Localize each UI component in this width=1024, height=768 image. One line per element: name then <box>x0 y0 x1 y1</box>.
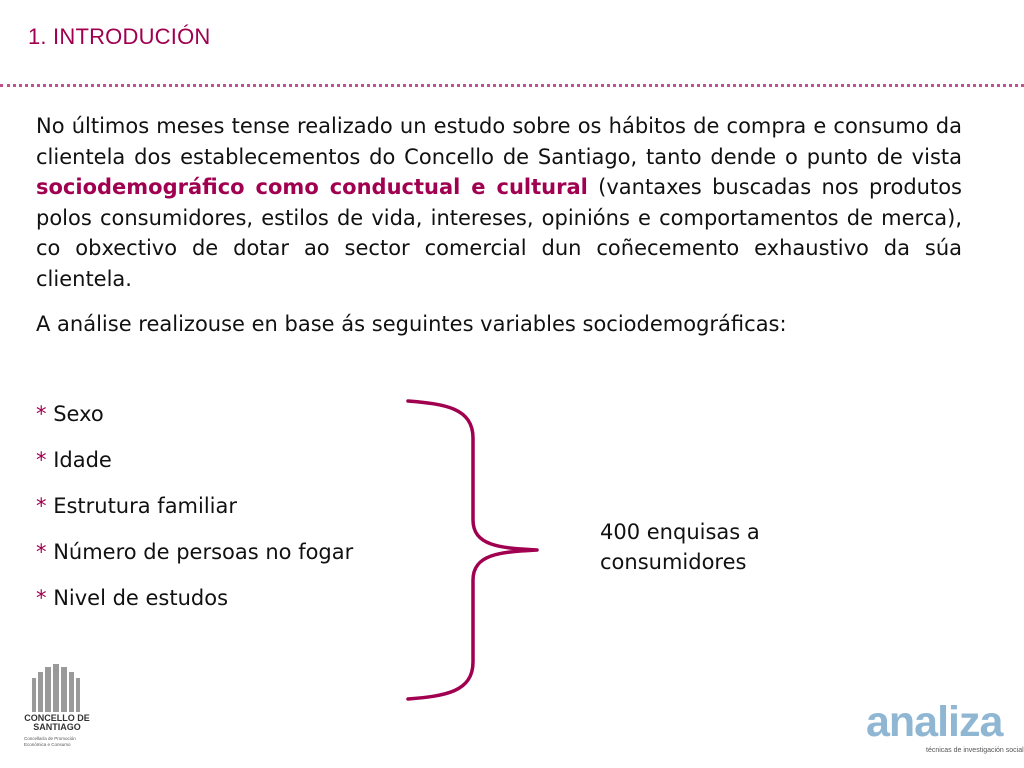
intro-paragraph <box>36 111 962 294</box>
variable-label: Idade <box>53 448 112 472</box>
concello-logo-subtitle: Concellaría de Promoción Económica e Consumo <box>24 736 76 747</box>
intro-text-end: (vantaxes buscadas nos produtos polos consumidores, estilos de vida, intereses, opinións e comportamentos de merca), co obxectivo de dotar ao sector comercial dun coñecemento exhaustivo da súa clientela. <box>36 175 962 291</box>
asterisk-bullet: * <box>36 540 47 564</box>
right-curly-brace-icon <box>405 398 545 702</box>
variable-item <box>36 536 353 582</box>
analiza-logo-name: analiza <box>866 698 1003 746</box>
variables-list <box>36 398 353 628</box>
variable-label: Estrutura familiar <box>53 494 238 518</box>
survey-count-label: 400 enquisas a consumidores <box>600 520 760 574</box>
variable-label: Número de persoas no fogar <box>53 540 354 564</box>
asterisk-bullet: * <box>36 402 47 426</box>
variable-item <box>36 582 353 628</box>
variable-label: Sexo <box>53 402 104 426</box>
concello-logo-name: CONCELLO DE SANTIAGO <box>24 713 90 732</box>
asterisk-bullet: * <box>36 586 47 610</box>
asterisk-bullet: * <box>36 494 47 518</box>
title-divider <box>0 84 1024 87</box>
variable-item <box>36 398 353 444</box>
slide-title: 1. INTRODUCIÓN <box>28 24 211 49</box>
intro-text-start: No últimos meses tense realizado un estudo sobre os hábitos de compra e consumo da clientela dos establecementos do Concello de Santiago, tanto dende o punto de vista <box>36 114 962 169</box>
asterisk-bullet: * <box>36 448 47 472</box>
variables-intro: A análise realizouse en base ás seguintes variables sociodemográficas: <box>36 312 787 336</box>
intro-emphasis: sociodemográfico como conductual e cultural <box>36 175 588 199</box>
variable-item <box>36 444 353 490</box>
analiza-logo <box>866 698 1024 758</box>
analiza-logo-tagline: técnicas de investigación social <box>926 747 1024 754</box>
variable-item <box>36 490 353 536</box>
variable-label: Nivel de estudos <box>53 586 229 610</box>
